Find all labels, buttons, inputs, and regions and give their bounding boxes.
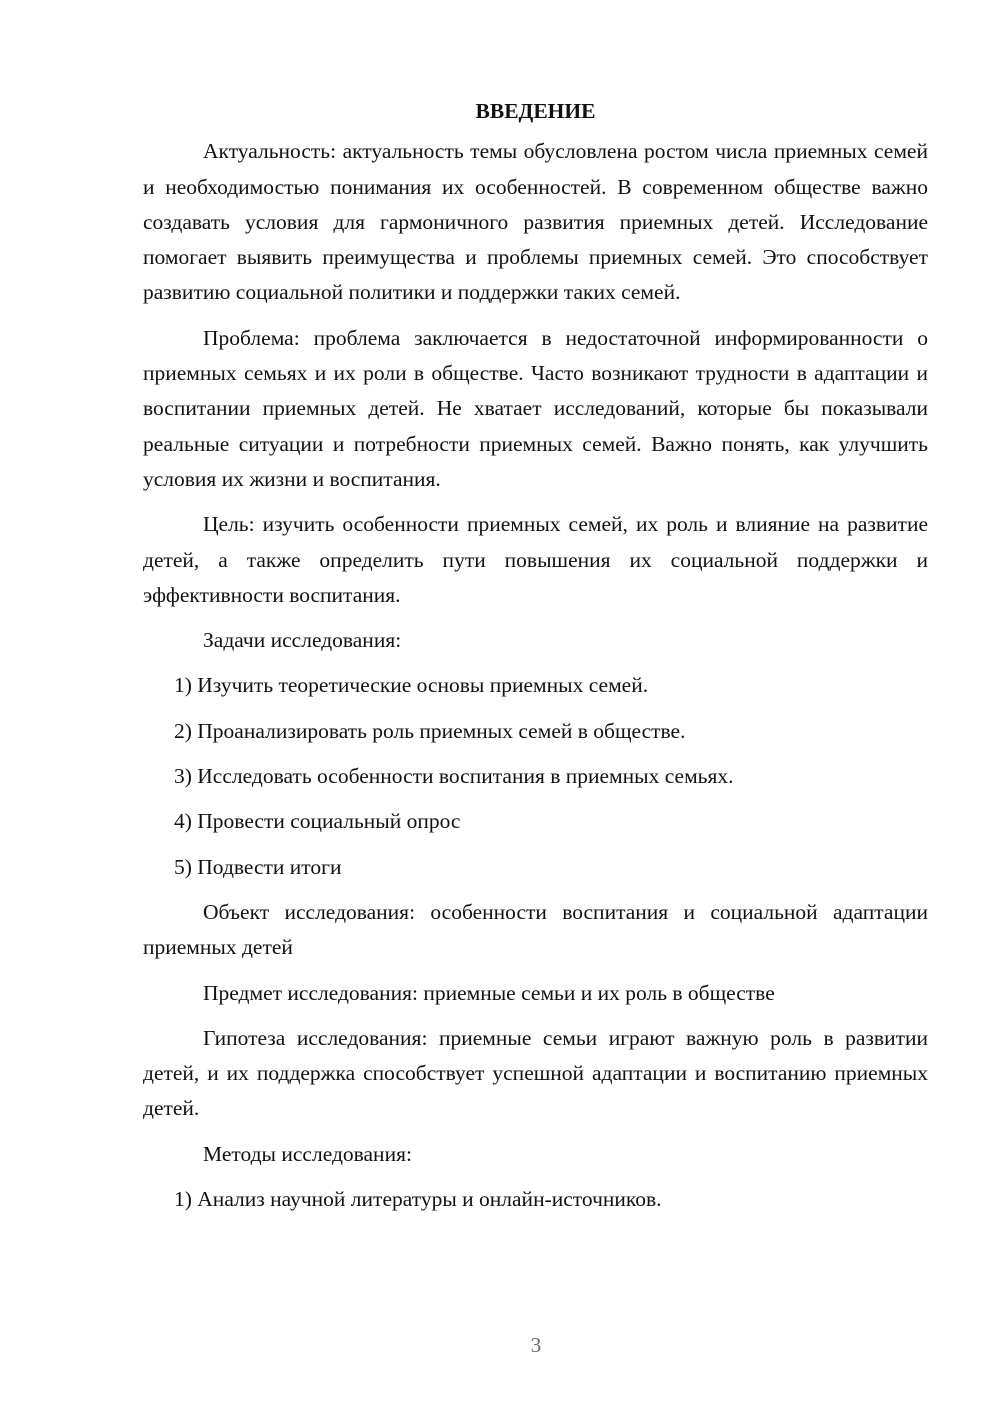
problem-paragraph: Проблема: проблема заключается в недостаточной информированности о приемных семьях и их роли в обществе. Часто возникают трудности в адаптации и воспитании приемных детей. Не хватает исследований, которые бы показывали реальные ситуации и потребности приемных семей. Важно понять, как улучшить условия их жизни и воспитания. [143,325,928,491]
subject-paragraph: Предмет исследования: приемные семьи и их роль в обществе [203,980,775,1005]
hypothesis-paragraph: Гипотеза исследования: приемные семьи играют важную роль в развитии детей, и их поддержка способствует успешной адаптации и воспитанию приемных детей. [143,1025,928,1121]
goal-paragraph: Цель: изучить особенности приемных семей, их роль и влияние на развитие детей, а также определить пути повышения их социальной поддержки и эффективности воспитания. [143,512,928,607]
tasks-heading: Задачи исследования: [203,628,402,653]
relevance-paragraph: Актуальность: актуальность темы обусловлена ростом числа приемных семей и необходимостью понимания их особенностей. В современном обществе важно создавать условия для гармоничного развития приемных детей. Исследование помогает выявить преимущества и проблемы приемных семей. Это способствует развитию социальной политики и поддержки таких семей. [143,139,928,305]
page-content [143,94,928,1227]
section-title: ВВЕДЕНИЕ [475,99,596,123]
methods-heading: Методы исследования: [203,1141,412,1166]
task-item: 3) Исследовать особенности воспитания в приемных семьях. [174,764,734,789]
method-item: 1) Анализ научной литературы и онлайн-источников. [174,1187,662,1212]
page-number: 3 [530,1333,542,1357]
task-item: 1) Изучить теоретические основы приемных семей. [174,673,649,698]
task-item: 5) Подвести итоги [174,854,342,879]
task-item: 4) Провести социальный опрос [174,809,461,834]
task-item: 2) Проанализировать роль приемных семей в обществе. [174,718,686,743]
object-paragraph: Объект исследования: особенности воспитания и социальной адаптации приемных детей [143,899,928,960]
